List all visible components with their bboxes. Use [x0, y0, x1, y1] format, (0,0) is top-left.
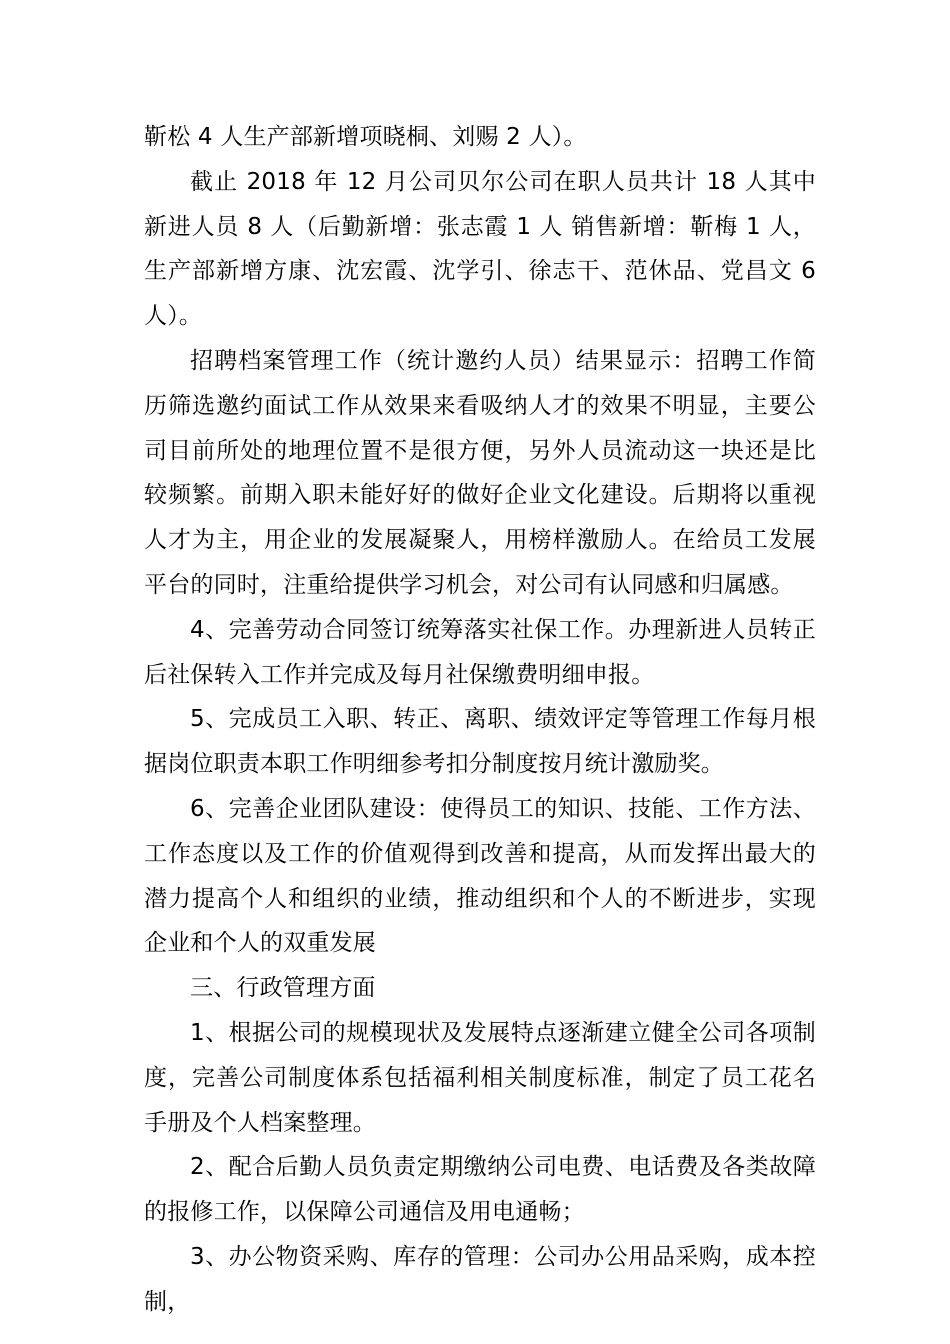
paragraph-item-5: 5、完成员工入职、转正、离职、绩效评定等管理工作每月根据岗位职责本职工作明细参考扣分制度按月统计激励奖。: [144, 706, 816, 778]
paragraph-admin-item-3: 3、办公物资采购、库存的管理：公司办公用品采购，成本控制，: [144, 1243, 816, 1315]
paragraph-item-6: 6、完善企业团队建设：使得员工的知识、技能、工作方法、工作态度以及工作的价值观得到改善和提高，从而发挥出最大的潜力提高个人和组织的业绩，推动组织和个人的不断进步，实现企业和个人的双重发展: [144, 795, 816, 957]
paragraph-admin-item-2: 2、配合后勤人员负责定期缴纳公司电费、电话费及各类故障的报修工作，以保障公司通信及用电通畅；: [144, 1154, 816, 1226]
paragraph-staff-count: 截止 2018 年 12 月公司贝尔公司在职人员共计 18 人其中新进人员 8 人（后勤新增：张志霞 1 人 销售新增：靳梅 1 人，生产部新增方康、沈宏霞、沈学引、徐志干、范休品、党昌文 6 人）。: [144, 168, 816, 330]
paragraph-continuation: 靳松 4 人生产部新增项晓桐、刘赐 2 人）。: [144, 124, 587, 150]
paragraph-admin-item-1: 1、根据公司的规模现状及发展特点逐渐建立健全公司各项制度，完善公司制度体系包括福利相关制度标准，制定了员工花名手册及个人档案整理。: [144, 1019, 816, 1136]
document-body: [144, 115, 816, 1325]
paragraph-recruitment-records: 招聘档案管理工作（统计邀约人员）结果显示：招聘工作简历筛选邀约面试工作从效果来看吸纳人才的效果不明显，主要公司目前所处的地理位置不是很方便，另外人员流动这一块还是比较频繁。前期入职未能好好的做好企业文化建设。后期将以重视人才为主，用企业的发展凝聚人，用榜样激励人。在给员工发展平台的同时，注重给提供学习机会，对公司有认同感和归属感。: [144, 347, 816, 598]
paragraph-item-4: 4、完善劳动合同签订统筹落实社保工作。办理新进人员转正后社保转入工作并完成及每月社保缴费明细申报。: [144, 616, 816, 688]
section-heading-admin: 三、行政管理方面: [190, 975, 376, 1002]
